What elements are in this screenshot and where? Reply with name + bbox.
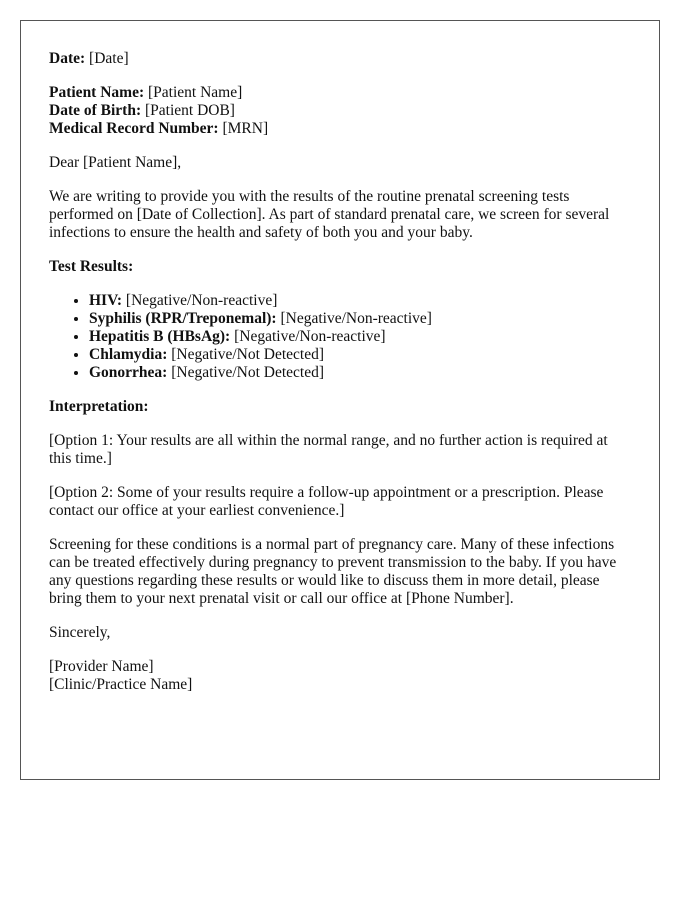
- test-results-list: [49, 292, 631, 382]
- date-label: Date:: [49, 50, 86, 67]
- clinic-name: [Clinic/Practice Name]: [49, 676, 193, 693]
- date-value: [Date]: [89, 50, 129, 67]
- result-value: [Negative/Not Detected]: [171, 364, 325, 381]
- letter-page: [20, 20, 660, 780]
- list-item: [89, 346, 631, 364]
- list-item: [89, 364, 631, 382]
- dob-value: [Patient DOB]: [145, 102, 235, 119]
- dob-line: [49, 102, 631, 120]
- list-item: [89, 328, 631, 346]
- intro-paragraph: We are writing to provide you with the results of the routine prenatal screening tests performed on [Date of Collection]. As part of standard prenatal care, we screen for several infections to ensure the health and safety of both you and your baby.: [49, 188, 610, 241]
- interpretation-option-2: [Option 2: Some of your results require a follow-up appointment or a prescription. Please contact our office at your earliest convenience.]: [49, 484, 604, 519]
- result-label: HIV:: [89, 292, 123, 309]
- test-results-heading-text: Test Results:: [49, 258, 134, 275]
- patient-name-value: [Patient Name]: [148, 84, 243, 101]
- salutation: Dear [Patient Name],: [49, 154, 182, 171]
- mrn-value: [MRN]: [222, 120, 269, 137]
- result-value: [Negative/Non-reactive]: [280, 310, 432, 327]
- signature-block: [49, 658, 631, 694]
- patient-info-block: [49, 84, 631, 138]
- interpretation-heading: [49, 398, 631, 416]
- result-label: Syphilis (RPR/Treponemal):: [89, 310, 277, 327]
- signoff: Sincerely,: [49, 624, 111, 641]
- result-label: Chlamydia:: [89, 346, 168, 363]
- closing-paragraph: Screening for these conditions is a normal part of pregnancy care. Many of these infections can be treated effectively during pregnancy to prevent transmission to the baby. If you have any questions regarding these results or would like to discuss them in more detail, please bring them to your next prenatal visit or call our office at [Phone Number].: [49, 536, 617, 607]
- provider-name: [Provider Name]: [49, 658, 154, 675]
- interpretation-option-1: [Option 1: Your results are all within the normal range, and no further action is required at this time.]: [49, 432, 608, 467]
- result-value: [Negative/Non-reactive]: [125, 292, 278, 309]
- mrn-label: Medical Record Number:: [49, 120, 219, 137]
- letter-date: [49, 50, 631, 68]
- result-value: [Negative/Not Detected]: [171, 346, 325, 363]
- list-item: [89, 292, 631, 310]
- result-value: [Negative/Non-reactive]: [234, 328, 386, 345]
- test-results-heading: [49, 258, 631, 276]
- patient-name-line: [49, 84, 631, 102]
- patient-name-label: Patient Name:: [49, 84, 145, 101]
- mrn-line: [49, 120, 631, 138]
- list-item: [89, 310, 631, 328]
- result-label: Gonorrhea:: [89, 364, 168, 381]
- result-label: Hepatitis B (HBsAg):: [89, 328, 231, 345]
- interpretation-heading-text: Interpretation:: [49, 398, 149, 415]
- dob-label: Date of Birth:: [49, 102, 142, 119]
